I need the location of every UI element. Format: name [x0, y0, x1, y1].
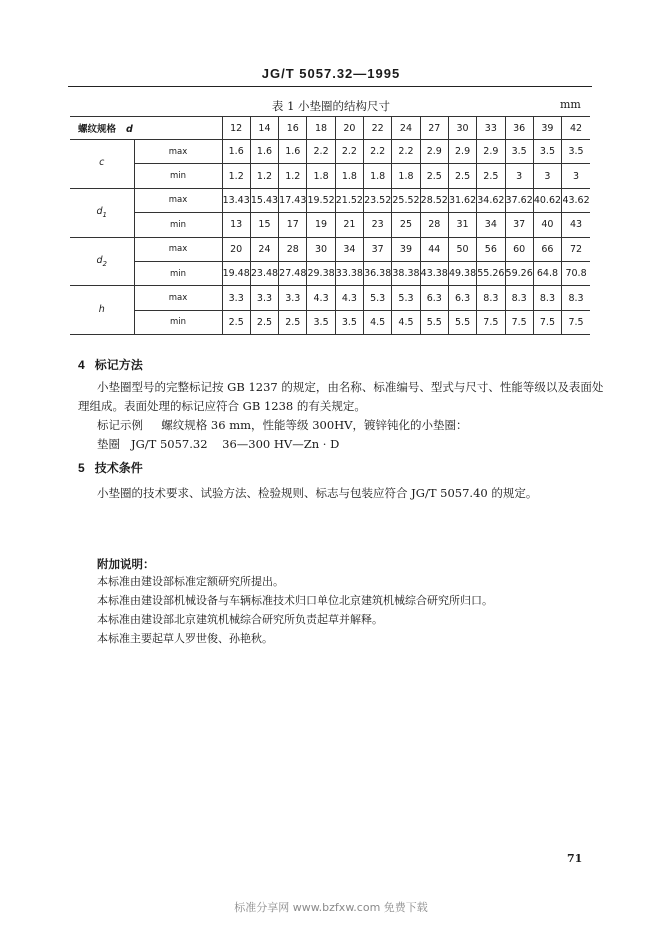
- value-cell: 27.48: [279, 261, 307, 285]
- value-cell: 43: [562, 213, 590, 237]
- value-cell: 7.5: [562, 310, 590, 334]
- size-header-cell: 30: [448, 117, 476, 140]
- value-cell: 4.5: [392, 310, 420, 334]
- table-title: 表 1 小垫圈的结构尺寸: [271, 99, 391, 113]
- marking-example-label: 标记示例: [97, 418, 143, 432]
- param-symbol-cell: [70, 286, 134, 335]
- value-cell: 1.2: [222, 164, 250, 188]
- table-row: [70, 164, 590, 188]
- marking-example: [97, 416, 467, 435]
- value-cell: 1.6: [222, 140, 250, 164]
- value-cell: 40: [533, 213, 561, 237]
- value-cell: 1.8: [307, 164, 335, 188]
- dimension-table: [70, 116, 590, 335]
- value-cell: 59.26: [505, 261, 533, 285]
- section-4-para-line-2: 理组成。表面处理的标记应符合 GB 1238 的有关规定。: [78, 399, 366, 413]
- size-header-cell: 14: [250, 117, 278, 140]
- param-symbol-cell: [70, 188, 134, 237]
- limit-cell: max: [134, 237, 222, 261]
- param-symbol: d: [96, 255, 103, 266]
- value-cell: 25.52: [392, 188, 420, 212]
- value-cell: 3.3: [250, 286, 278, 310]
- table-row: [70, 140, 590, 164]
- value-cell: 2.5: [250, 310, 278, 334]
- value-cell: 7.5: [505, 310, 533, 334]
- value-cell: 5.3: [364, 286, 392, 310]
- value-cell: 49.38: [448, 261, 476, 285]
- value-cell: 30: [307, 237, 335, 261]
- value-cell: 3.5: [562, 140, 590, 164]
- value-cell: 2.9: [477, 140, 505, 164]
- value-cell: 7.5: [477, 310, 505, 334]
- value-cell: 70.8: [562, 261, 590, 285]
- value-cell: 72: [562, 237, 590, 261]
- value-cell: 64.8: [533, 261, 561, 285]
- value-cell: 3: [505, 164, 533, 188]
- value-cell: 31: [448, 213, 476, 237]
- size-header-cell: 24: [392, 117, 420, 140]
- thread-spec-symbol: d: [126, 124, 133, 135]
- value-cell: 40.62: [533, 188, 561, 212]
- limit-cell: min: [134, 310, 222, 334]
- value-cell: 1.2: [250, 164, 278, 188]
- section-4-para-line-1: 小垫圈型号的完整标记按 GB 1237 的规定，由名称、标准编号、型式与尺寸、性能等级以及表面处: [97, 380, 604, 394]
- param-symbol-cell: [70, 237, 134, 286]
- section-5-heading: 5 技术条件: [78, 461, 143, 475]
- value-cell: 17: [279, 213, 307, 237]
- param-subscript: 1: [102, 211, 107, 220]
- value-cell: 2.5: [448, 164, 476, 188]
- notes-line: 本标准由建设部标准定额研究所提出。: [97, 575, 284, 588]
- value-cell: 19: [307, 213, 335, 237]
- value-cell: 20: [222, 237, 250, 261]
- page-number: 71: [567, 852, 583, 865]
- value-cell: 31.62: [448, 188, 476, 212]
- value-cell: 19.48: [222, 261, 250, 285]
- notes-title: 附加说明：: [97, 559, 155, 571]
- value-cell: 6.3: [420, 286, 448, 310]
- value-cell: 1.8: [392, 164, 420, 188]
- value-cell: 36.38: [364, 261, 392, 285]
- size-header-cell: 36: [505, 117, 533, 140]
- table-unit: mm: [560, 98, 581, 111]
- value-cell: 8.3: [562, 286, 590, 310]
- value-cell: 1.6: [279, 140, 307, 164]
- value-cell: 2.5: [222, 310, 250, 334]
- value-cell: 2.2: [335, 140, 363, 164]
- value-cell: 7.5: [533, 310, 561, 334]
- value-cell: 3.5: [533, 140, 561, 164]
- size-header-cell: 18: [307, 117, 335, 140]
- value-cell: 2.5: [279, 310, 307, 334]
- value-cell: 2.9: [448, 140, 476, 164]
- notes-line: 本标准主要起草人罗世俊、孙艳秋。: [97, 632, 273, 645]
- limit-cell: max: [134, 140, 222, 164]
- value-cell: 21.52: [335, 188, 363, 212]
- value-cell: 8.3: [533, 286, 561, 310]
- size-header-cell: 22: [364, 117, 392, 140]
- value-cell: 34.62: [477, 188, 505, 212]
- value-cell: 39: [392, 237, 420, 261]
- value-cell: 38.38: [392, 261, 420, 285]
- value-cell: 34: [335, 237, 363, 261]
- value-cell: 56: [477, 237, 505, 261]
- value-cell: 23.52: [364, 188, 392, 212]
- limit-cell: min: [134, 164, 222, 188]
- table-row: [70, 286, 590, 310]
- size-header-cell: 33: [477, 117, 505, 140]
- table-row: [70, 310, 590, 334]
- value-cell: 23: [364, 213, 392, 237]
- value-cell: 4.5: [364, 310, 392, 334]
- value-cell: 25: [392, 213, 420, 237]
- value-cell: 24: [250, 237, 278, 261]
- value-cell: 55.26: [477, 261, 505, 285]
- section-4-heading: 4 标记方法: [78, 358, 143, 372]
- notes-line: 本标准由建设部北京建筑机械综合研究所负责起草并解释。: [97, 613, 383, 626]
- value-cell: 3: [562, 164, 590, 188]
- value-cell: 44: [420, 237, 448, 261]
- value-cell: 37.62: [505, 188, 533, 212]
- table-row: [70, 261, 590, 285]
- value-cell: 23.48: [250, 261, 278, 285]
- thread-spec-label: 螺纹规格: [78, 124, 117, 135]
- notes-line: 本标准由建设部机械设备与车辆标准技术归口单位北京建筑机械综合研究所归口。: [97, 594, 493, 607]
- value-cell: 29.38: [307, 261, 335, 285]
- value-cell: 1.8: [335, 164, 363, 188]
- limit-cell: min: [134, 213, 222, 237]
- header-rule: [68, 86, 592, 87]
- limit-cell: max: [134, 188, 222, 212]
- size-header-cell: 39: [533, 117, 561, 140]
- value-cell: 15: [250, 213, 278, 237]
- section-5-text: 小垫圈的技术要求、试验方法、检验规则、标志与包装应符合 JG/T 5057.40 的规定。: [97, 486, 538, 500]
- size-header-cell: 27: [420, 117, 448, 140]
- value-cell: 15.43: [250, 188, 278, 212]
- value-cell: 3.3: [222, 286, 250, 310]
- value-cell: 43.62: [562, 188, 590, 212]
- value-cell: 2.2: [392, 140, 420, 164]
- value-cell: 13: [222, 213, 250, 237]
- value-cell: 3.3: [279, 286, 307, 310]
- value-cell: 3.5: [335, 310, 363, 334]
- value-cell: 33.38: [335, 261, 363, 285]
- value-cell: 5.5: [448, 310, 476, 334]
- value-cell: 1.6: [250, 140, 278, 164]
- limit-cell: max: [134, 286, 222, 310]
- size-header-cell: 20: [335, 117, 363, 140]
- param-symbol: c: [99, 157, 105, 169]
- value-cell: 8.3: [505, 286, 533, 310]
- table-row: [70, 213, 590, 237]
- value-cell: 6.3: [448, 286, 476, 310]
- param-subscript: 2: [102, 259, 107, 268]
- value-cell: 2.2: [364, 140, 392, 164]
- value-cell: 4.3: [307, 286, 335, 310]
- value-cell: 2.5: [420, 164, 448, 188]
- param-symbol: d: [96, 206, 103, 218]
- value-cell: 37: [505, 213, 533, 237]
- value-cell: 43.38: [420, 261, 448, 285]
- value-cell: 13.43: [222, 188, 250, 212]
- param-symbol-cell: [70, 140, 134, 189]
- value-cell: 66: [533, 237, 561, 261]
- value-cell: 60: [505, 237, 533, 261]
- value-cell: 17.43: [279, 188, 307, 212]
- value-cell: 3: [533, 164, 561, 188]
- value-cell: 21: [335, 213, 363, 237]
- value-cell: 19.52: [307, 188, 335, 212]
- size-header-cell: 42: [562, 117, 590, 140]
- table-header-row: [70, 117, 590, 140]
- value-cell: 8.3: [477, 286, 505, 310]
- table-row: [70, 237, 590, 261]
- size-header-cell: 12: [222, 117, 250, 140]
- document-header: JG/T 5057.32—1995: [261, 66, 401, 81]
- value-cell: 34: [477, 213, 505, 237]
- value-cell: 2.2: [307, 140, 335, 164]
- value-cell: 28: [420, 213, 448, 237]
- table-row: [70, 188, 590, 212]
- value-cell: 1.8: [364, 164, 392, 188]
- size-header-cell: 16: [279, 117, 307, 140]
- limit-cell: min: [134, 261, 222, 285]
- value-cell: 28: [279, 237, 307, 261]
- value-cell: 28.52: [420, 188, 448, 212]
- value-cell: 4.3: [335, 286, 363, 310]
- value-cell: 3.5: [307, 310, 335, 334]
- param-symbol: h: [98, 303, 105, 315]
- value-cell: 3.5: [505, 140, 533, 164]
- thread-spec-header: [70, 117, 222, 140]
- value-cell: 2.9: [420, 140, 448, 164]
- value-cell: 50: [448, 237, 476, 261]
- marking-code: 垫圈 JG/T 5057.32 36—300 HV—Zn · D: [97, 437, 340, 451]
- value-cell: 2.5: [477, 164, 505, 188]
- value-cell: 1.2: [279, 164, 307, 188]
- value-cell: 5.5: [420, 310, 448, 334]
- value-cell: 37: [364, 237, 392, 261]
- marking-example-desc: 螺纹规格 36 mm，性能等级 300HV，镀锌钝化的小垫圈：: [161, 418, 468, 432]
- value-cell: 5.3: [392, 286, 420, 310]
- site-footer: 标准分享网 www.bzfxw.com 免费下载: [234, 901, 428, 914]
